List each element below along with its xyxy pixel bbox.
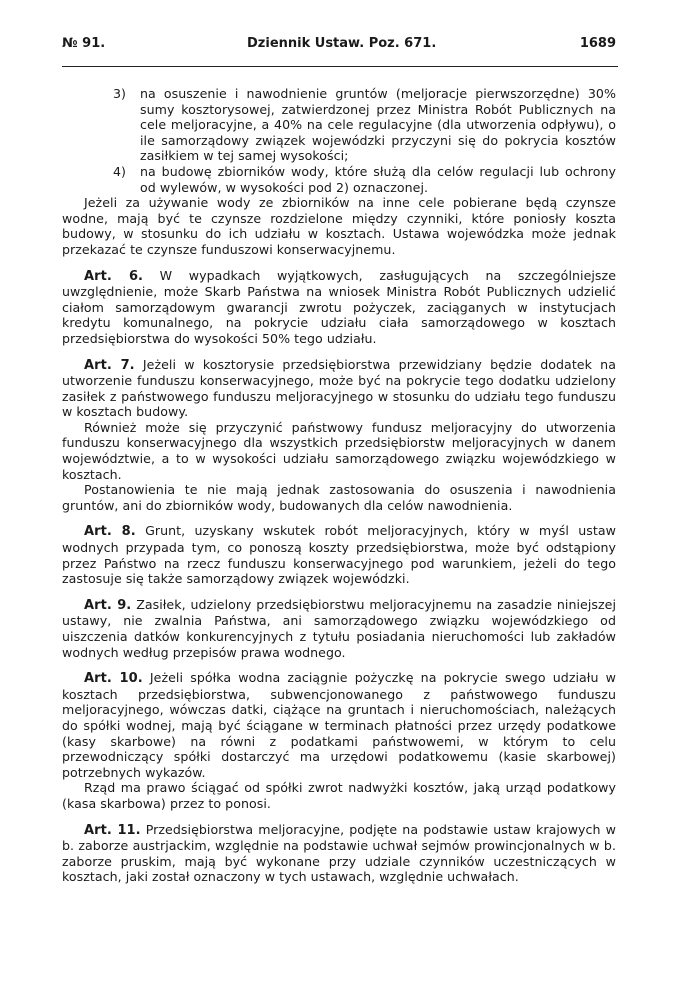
article-7 xyxy=(62,357,616,420)
page-number: 1689 xyxy=(579,36,616,51)
header-rule xyxy=(62,66,618,67)
article-text: Jeżeli spółka wodna zaciągnie pożyczkę na pokrycie swego udziału w kosztach przedsiębiorstwa, subwencjonowanego z państwowego funduszu meljoracyjnego, wówczas datki, ciążące na gruntach i nieruchomościach, należących do spółki wodnej, mają być ściągane w terminach płatności przez urzędy podatkowe (kasy skarbowe) na równi z podatkami państwowemi, w którym to celu przewodniczący spółki dostarczyć ma urzędowi podatkowemu (kasie skarbowej) potrzebnych wykazów. xyxy=(62,670,616,780)
article-text: Przedsiębiorstwa meljoracyjne, podjęte na podstawie ustaw krajowych w b. zaborze austrjackim, względnie na podstawie uchwał sejmów prowincjonalnych w b. zaborze pruskim, mają być wykonane przy udziale czynników uczestniczących w kosztach, jaki został oznaczony w tych ustawach, względnie uchwałach. xyxy=(62,821,616,885)
paragraph: Jeżeli za używanie wody ze zbiorników na inne cele pobierane będą czynsze wodne, mają być te czynsze rozdzielone między czynniki, które poniosły koszta budowy, w stosunku do ich udziału w kosztach. Ustawa wojewódzka może jednak przekazać te czynsze funduszowi konserwacyjnemu. xyxy=(62,195,616,257)
article-8 xyxy=(62,523,616,586)
article-label: Art. 11. xyxy=(84,822,141,838)
article-text: W wypadkach wyjątkowych, zasługujących na szczególniejsze uwzględnienie, może Skarb Państwa na wniosek Ministra Robót Publicznych udzielić ciałom samorządowym gwarancji zwrotu pożyczek, zaciąganych w instytucjach kredytu komunalnego, na pokrycie udziału ciała samorządowego w kosztach przedsiębiorstwa do wysokości 50% tego udziału. xyxy=(62,267,616,346)
article-9 xyxy=(62,597,616,660)
document-body xyxy=(62,86,616,885)
article-text: Zasiłek, udzielony przedsiębiorstwu meljoracyjnemu na zasadzie niniejszej ustawy, nie zwalnia Państwa, ani samorządowego związku wojewódzkiego od uiszczenia datków konkurencyjnych z tytułu posiadania nieruchomości lub zakładów wodnych według przepisów prawa wodnego. xyxy=(62,596,616,660)
list-item-number: 3) xyxy=(112,86,126,101)
list-item xyxy=(62,164,616,195)
list-item-text: na osuszenie i nawodnienie gruntów (meljoracje pierwszorzędne) 30% sumy kosztorysowej, zatwierdzonej przez Ministra Robót Publicznych na cele meljoracyjne, a 40% na cele regulacyjne (dla utworzenia odpływu), o ile samorządowy związek wojewódzki przyczyni się do pokrycia kosztów zasiłkiem w tej samej wysokości; xyxy=(140,86,616,164)
article-11 xyxy=(62,822,616,885)
article-label: Art. 8. xyxy=(84,524,136,540)
article-text: Grunt, uzyskany wskutek robót meljoracyjnych, który w myśl ustaw wodnych przypada tym, co ponoszą koszty przedsiębiorstwa, może być odstąpiony przez Państwo na rzecz funduszu konserwacyjnego pod warunkiem, jeżeli do tego zastosuje się także samorządowy związek wojewódzki. xyxy=(62,523,616,587)
paragraph: Postanowienia te nie mają jednak zastosowania do osuszenia i nawodnienia gruntów, ani do zbiorników wody, budowanych dla celów nawodnienia. xyxy=(62,482,616,513)
list-item-text: na budowę zbiorników wody, które służą dla celów regulacji lub ochrony od wylewów, w wysokości pod 2) oznaczonej. xyxy=(140,163,616,195)
page-header xyxy=(62,34,616,60)
article-label: Art. 9. xyxy=(84,597,132,613)
article-6 xyxy=(62,268,616,347)
article-label: Art. 6. xyxy=(84,268,144,284)
journal-title: Dziennik Ustaw. Poz. 671. xyxy=(247,36,437,51)
article-label: Art. 7. xyxy=(84,357,135,373)
paragraph: Rząd ma prawo ściągać od spółki zwrot nadwyżki kosztów, jaką urząd podatkowy (kasa skarbowa) przez to ponosi. xyxy=(62,780,616,811)
article-10 xyxy=(62,670,616,780)
article-label: Art. 10. xyxy=(84,671,143,687)
paragraph: Również może się przyczynić państwowy fundusz meljoracyjny do utworzenia funduszu konserwacyjnego dla wszystkich przedsiębiorstw meljoracyjnych w danem województwie, a to w wysokości udziału samorządowego związku wojewódzkiego w kosztach. xyxy=(62,419,616,482)
issue-number: № 91. xyxy=(62,36,106,51)
article-text: Jeżeli w kosztorysie przedsiębiorstwa przewidziany będzie dodatek na utworzenie funduszu konserwacyjnego, może być na pokrycie tego dodatku udzielony zasiłek z państwowego funduszu meljoracyjnego w stosunku do udziału tego funduszu w kosztach budowy. xyxy=(62,356,616,420)
list-item xyxy=(62,86,616,164)
list-item-number: 4) xyxy=(112,163,126,179)
